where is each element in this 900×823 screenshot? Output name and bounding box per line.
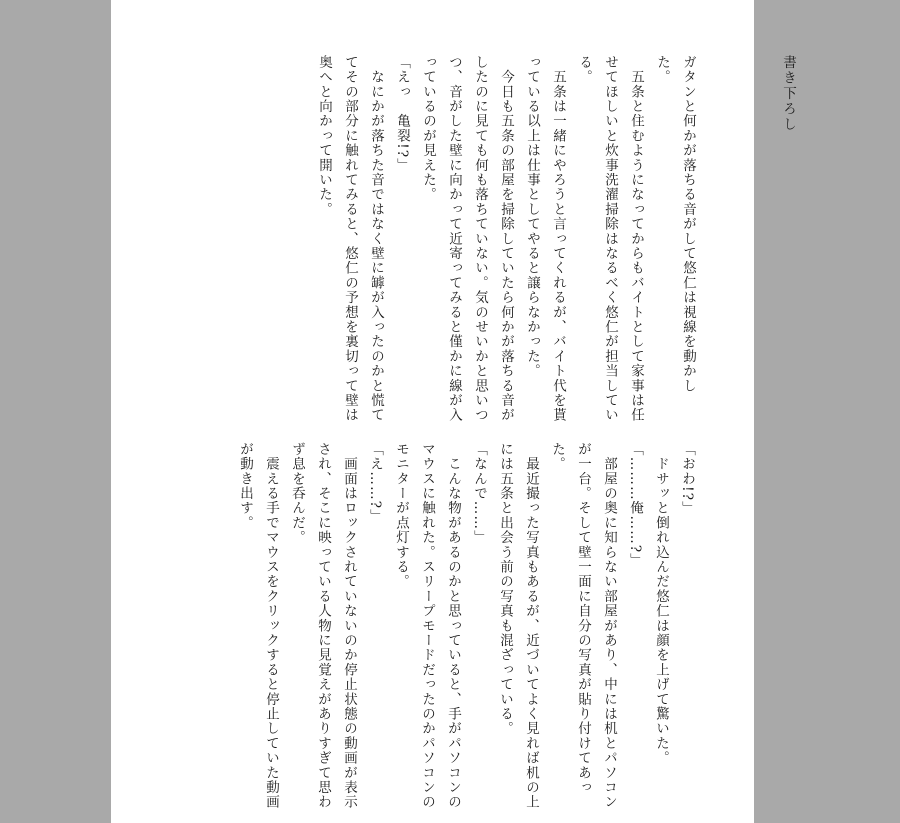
text-line: つ、音がした壁に向かって近寄ってみると僅かに線が入	[446, 55, 462, 423]
text-line: マウスに触れた。スリープモードだったのかパソコンの	[419, 442, 435, 810]
text-line: 最近撮った写真もあるが、近づいてよく見れば机の上	[523, 442, 539, 810]
document-page	[111, 0, 796, 823]
text-line: 五条は一緒にやろうと言ってくれるが、バイト代を貰	[550, 55, 566, 423]
text-line: 「えっ 亀裂!?」	[394, 55, 410, 173]
text-line: モニターが点灯する。	[393, 442, 409, 589]
text-line: 「おわ!?」	[679, 442, 695, 516]
text-line: 部屋の奥に知らない部屋があり、中には机とパソコン	[601, 442, 617, 810]
upper-text-block	[311, 55, 701, 423]
text-line: っている以上は仕事としてやると譲らなかった。	[524, 55, 540, 379]
text-line: ガタンと何かが落ちる音がして悠仁は視線を動かし	[680, 55, 696, 394]
text-line: が一台。そして壁一面に自分の写真が貼り付けてあっ	[575, 442, 591, 795]
text-line: っているのが見えた。	[420, 55, 436, 202]
text-line: せてほしいと炊事洗濯掃除はなるべく悠仁が担当してい	[602, 55, 618, 423]
text-line: したのに見ても何も落ちていない。気のせいかと思いつ	[472, 55, 488, 423]
text-line: 「………俺……?」	[627, 442, 643, 569]
text-line: た。	[654, 55, 670, 85]
text-line: ドサッと倒れ込んだ悠仁は顔を上げて驚いた。	[653, 442, 669, 766]
text-line: 今日も五条の部屋を掃除していたら何かが落ちる音が	[498, 55, 514, 423]
text-line: ず息を呑んだ。	[289, 442, 305, 545]
lower-text-block	[232, 442, 700, 810]
text-line: てその部分に触れてみると、悠仁の予想を裏切って壁は	[342, 55, 358, 423]
text-line: 画面はロックされていないのか停止状態の動画が表示	[341, 442, 357, 810]
text-line: され、そこに映っている人物に見覚えがありすぎて思わ	[315, 442, 331, 810]
text-line: 「なんで……」	[471, 442, 487, 545]
text-line: こんな物があるのかと思っていると、手がパソコンの	[445, 442, 461, 810]
text-line: 震える手でマウスをクリックすると停止していた動画	[263, 442, 279, 810]
text-line: なにかが落ちた音ではなく壁に罅が入ったのかと慌て	[368, 55, 384, 423]
text-line: 五条と住むようになってからもバイトとして家事は任	[628, 55, 644, 423]
page-title: 書き下ろし	[780, 55, 796, 133]
text-line: には五条と出会う前の写真も混ざっている。	[497, 442, 513, 736]
text-line: 奥へと向かって開いた。	[316, 55, 332, 217]
text-line: が動き出す。	[237, 442, 253, 531]
text-line: る。	[576, 55, 592, 85]
text-line: た。	[549, 442, 565, 472]
text-line: 「え……?」	[367, 442, 383, 524]
